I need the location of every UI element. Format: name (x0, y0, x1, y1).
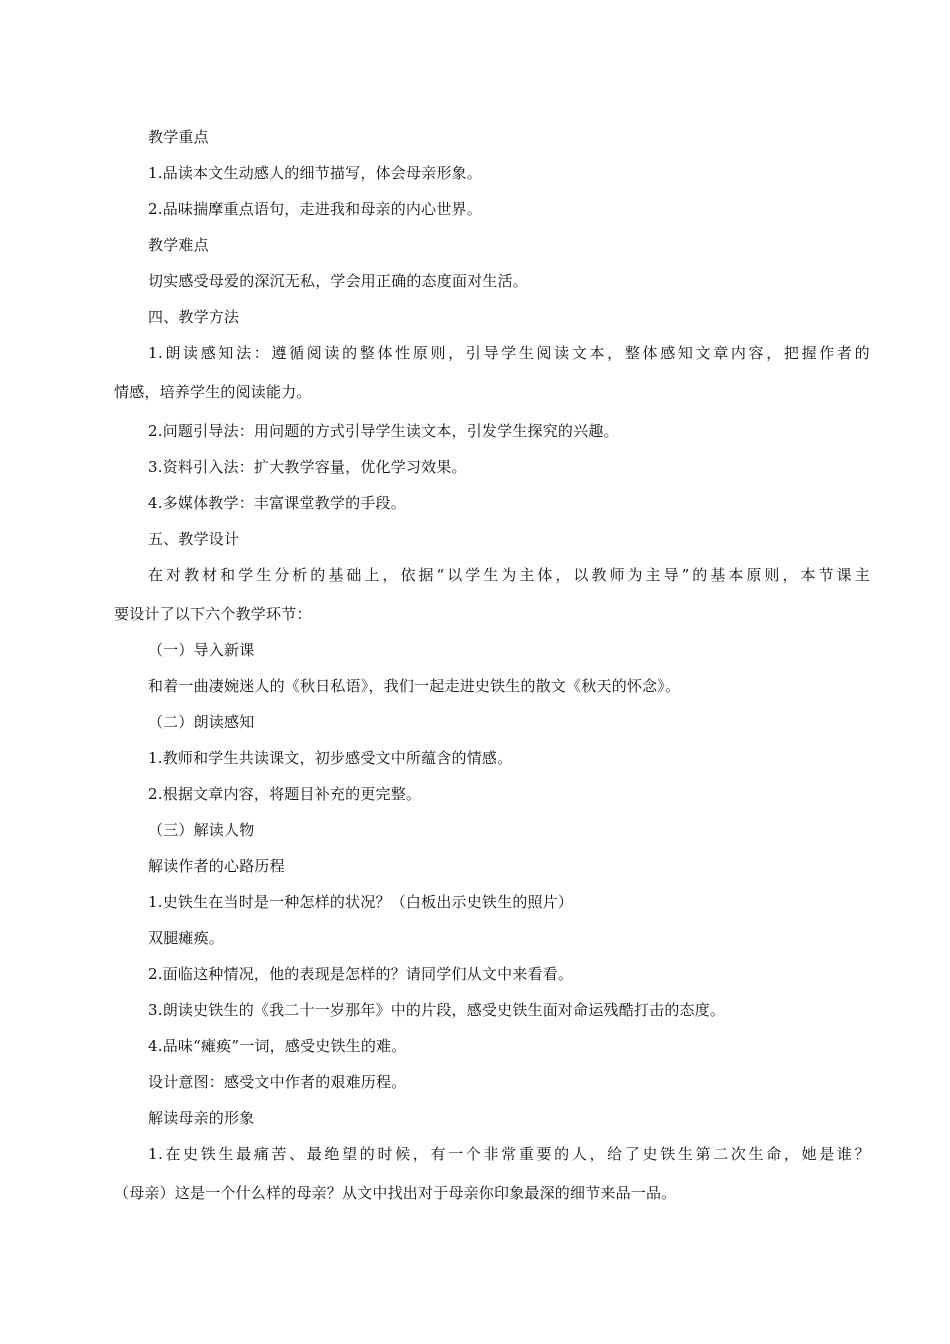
paragraph-line: 解读作者的心路历程 (148, 857, 285, 875)
paragraph-line: 解读母亲的形象 (148, 1109, 255, 1127)
paragraph-line-continued: 要设计了以下六个教学环节： (114, 605, 312, 623)
paragraph-line: 3.朗读史铁生的《我二十一岁那年》中的片段，感受史铁生面对命运残酷打击的态度。 (148, 1001, 726, 1019)
paragraph-line: 切实感受母爱的深沉无私，学会用正确的态度面对生活。 (148, 272, 529, 290)
paragraph-line: 1.品读本文生动感人的细节描写，体会母亲形象。 (148, 164, 482, 182)
section-heading-teaching-methods: 四、教学方法 (148, 308, 240, 326)
subsection-heading-characters: （三）解读人物 (148, 821, 255, 839)
paragraph-line: 1.史铁生在当时是一种怎样的状况？（白板出示史铁生的照片） (148, 893, 574, 911)
subsection-heading-reading: （二）朗读感知 (148, 713, 255, 731)
paragraph-line: 4.品味“瘫痪”一词，感受史铁生的难。 (148, 1037, 407, 1055)
paragraph-line-continued: （母亲）这是一个什么样的母亲？从文中找出对于母亲你印象最深的细节来品一品。 (114, 1184, 677, 1202)
paragraph-line: 3.资料引入法：扩大教学容量，优化学习效果。 (148, 458, 467, 476)
paragraph-line-continued: 情感，培养学生的阅读能力。 (114, 383, 312, 401)
paragraph-line: 2.面临这种情况，他的表现是怎样的？请同学们从文中来看看。 (148, 965, 574, 983)
paragraph-line: 在对教材和学生分析的基础上，依据“以学生为主体，以教师为主导”的基本原则，本节课主 (148, 566, 870, 584)
paragraph-line: 2.问题引导法：用问题的方式引导学生读文本，引发学生探究的兴趣。 (148, 422, 619, 440)
paragraph-line: 1.在史铁生最痛苦、最绝望的时候，有一个非常重要的人，给了史铁生第二次生命，她是谁？ (148, 1145, 870, 1163)
section-heading-teaching-design: 五、教学设计 (148, 530, 240, 548)
subsection-heading-intro: （一）导入新课 (148, 641, 255, 659)
paragraph-line: 1.朗读感知法：遵循阅读的整体性原则，引导学生阅读文本，整体感知文章内容，把握作者的 (148, 344, 870, 362)
paragraph-line: 设计意图：感受文中作者的艰难历程。 (148, 1073, 407, 1091)
heading-teaching-key-points: 教学重点 (148, 128, 209, 146)
heading-teaching-difficulties: 教学难点 (148, 236, 209, 254)
paragraph-line: 2.品味揣摩重点语句，走进我和母亲的内心世界。 (148, 200, 482, 218)
paragraph-line: 双腿瘫痪。 (148, 929, 225, 947)
paragraph-line: 1.教师和学生共读课文，初步感受文中所蕴含的情感。 (148, 749, 513, 767)
paragraph-line: 4.多媒体教学：丰富课堂教学的手段。 (148, 494, 406, 512)
paragraph-line: 和着一曲凄婉迷人的《秋日私语》，我们一起走进史铁生的散文《秋天的怀念》。 (148, 677, 681, 695)
paragraph-line: 2.根据文章内容，将题目补充的更完整。 (148, 785, 422, 803)
